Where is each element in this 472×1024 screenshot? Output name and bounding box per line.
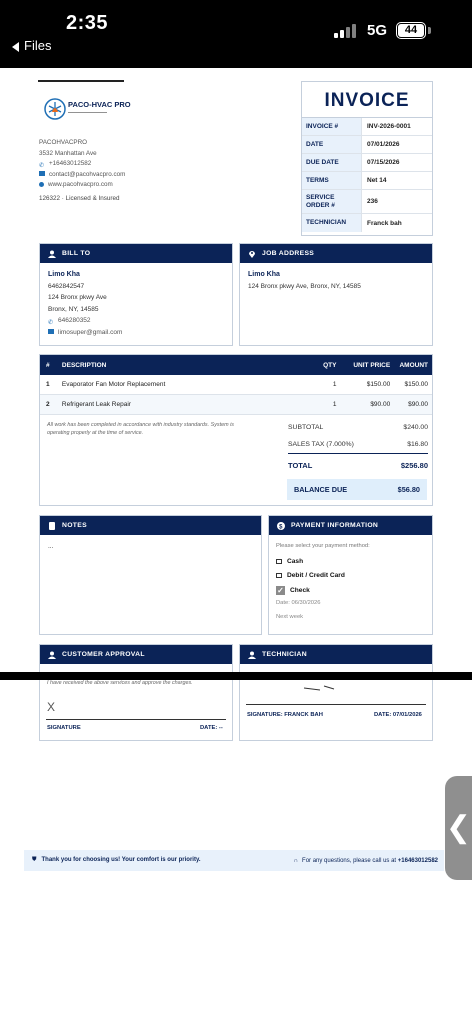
notes-panel <box>39 515 262 635</box>
phone-icon: ✆ <box>48 319 54 326</box>
job-address: 124 Bronx pkwy Ave, Bronx, NY, 14585 <box>248 282 361 290</box>
footer-contact-row <box>294 858 438 864</box>
customer-approval-header <box>40 645 232 664</box>
job-address-header <box>240 244 432 263</box>
company-logo <box>44 98 134 124</box>
invoice-number: INV-2026-0001 <box>367 123 411 130</box>
subtotal-label: SUBTOTAL <box>288 424 324 431</box>
approval-date: DATE: -- <box>200 725 223 731</box>
technician-signature-drawing <box>302 680 342 694</box>
items-header-row <box>40 355 432 375</box>
company-phone[interactable]: +16463012582 <box>49 160 92 167</box>
col-description: DESCRIPTION <box>61 361 107 369</box>
table-row <box>40 395 432 415</box>
approval-statement: I have received the above services and approve the charges. <box>47 680 193 686</box>
back-label: Files <box>24 38 52 53</box>
notes-body: ... <box>48 543 54 550</box>
row-amount: $90.00 <box>408 401 428 408</box>
customer-address-line2: Bronx, NY, 14585 <box>48 305 99 313</box>
technician-date: DATE: 07/01/2026 <box>374 712 422 718</box>
dollar-circle-icon <box>277 522 285 530</box>
technician-row <box>302 214 432 232</box>
table-row <box>40 375 432 395</box>
totals-divider <box>288 453 428 454</box>
clock: 2:35 <box>66 12 109 34</box>
col-num: # <box>46 361 50 369</box>
payment-body <box>269 535 432 629</box>
invoice-number-row <box>302 118 432 136</box>
payment-header <box>269 516 432 535</box>
company-name: PACOHVACPRO <box>39 139 88 146</box>
field-label: INVOICE # <box>302 118 362 135</box>
footer-contact-prefix: For any questions, please call us at <box>302 857 397 864</box>
service-order-number: 236 <box>367 198 378 205</box>
bill-to-title: BILL TO <box>62 250 91 257</box>
footer-thanks-row <box>32 857 201 864</box>
field-label: TECHNICIAN <box>302 214 362 232</box>
battery-icon <box>396 22 426 39</box>
customer-address-line1: 124 Bronx pkwy Ave <box>48 294 107 301</box>
technician-signature-label: SIGNATURE: FRANCK BAH <box>247 712 323 718</box>
customer-name: Limo Kha <box>48 271 80 278</box>
subtotal-row <box>288 424 428 431</box>
notes-header <box>40 516 261 535</box>
invoice-date-row <box>302 136 432 154</box>
chevron-left-icon: ❮ <box>445 811 472 844</box>
technician-header <box>240 645 432 664</box>
customer-email[interactable]: limosuper@gmail.com <box>58 328 123 336</box>
notes-title: NOTES <box>62 522 87 529</box>
customer-alt-phone-row <box>48 315 224 327</box>
footer-thanks: Thank you for choosing us! Your comfort is our priority. <box>41 857 201 863</box>
field-label: TERMS <box>302 172 362 189</box>
field-label: DUE DATE <box>302 154 362 171</box>
invoice-terms: Net 14 <box>367 177 387 184</box>
invoice-page-2 <box>0 680 472 1024</box>
field-label: DATE <box>302 136 362 153</box>
technician-name: Franck bah <box>367 219 402 227</box>
company-email-row <box>39 170 125 181</box>
company-web-row <box>39 180 125 191</box>
payment-memo: Next week <box>276 613 304 620</box>
balance-due-row <box>287 479 427 500</box>
work-completion-note: All work has been completed in accordance with industry standards. System is operating properly at the time of service. <box>47 422 234 436</box>
col-qty: QTY <box>323 361 337 369</box>
job-address-title: JOB ADDRESS <box>262 250 315 257</box>
tax-value: $16.80 <box>407 441 428 448</box>
job-address-panel <box>239 243 433 346</box>
back-arrow-icon <box>12 42 19 52</box>
phone-icon: ✆ <box>39 162 45 169</box>
row-num: 2 <box>46 401 50 408</box>
balance-due-value: $56.80 <box>397 485 420 494</box>
signature-line <box>46 719 226 720</box>
headset-icon: ∩ <box>293 857 299 864</box>
page-break <box>0 672 472 680</box>
option-label: Cash <box>287 557 304 565</box>
line-items-table <box>39 354 433 506</box>
back-to-files-link[interactable] <box>12 38 51 53</box>
col-unit-price: UNIT PRICE <box>353 361 391 369</box>
checkbox-icon[interactable] <box>276 559 282 564</box>
location-pin-icon <box>248 250 256 258</box>
row-description: Refrigerant Leak Repair <box>61 401 131 408</box>
signature-line <box>246 704 426 705</box>
footer-contact-phone[interactable]: +16463012582 <box>397 857 438 864</box>
option-label: Check <box>290 586 310 594</box>
signature-mark: X <box>47 700 56 714</box>
row-qty: 1 <box>332 381 337 388</box>
total-row <box>288 461 428 470</box>
checked-checkbox-icon[interactable]: ✓ <box>277 585 284 595</box>
status-bar <box>0 0 472 68</box>
snowflake-flame-logo-icon <box>44 98 66 120</box>
col-amount: AMOUNT <box>399 361 428 369</box>
row-description: Evaporator Fan Motor Replacement <box>61 381 166 388</box>
company-license: 126322 · Licensed & Insured <box>39 194 120 202</box>
customer-alt-phone[interactable]: 646280352 <box>58 317 91 324</box>
customer-email-row <box>48 327 224 339</box>
customer-approval-panel <box>39 644 233 672</box>
payment-option-check[interactable] <box>276 585 425 597</box>
field-label: SERVICE ORDER # <box>302 190 362 213</box>
technician-signature-box <box>239 680 433 741</box>
network-type: 5G <box>367 22 388 39</box>
bill-to-header <box>40 244 232 263</box>
bill-to-body <box>40 263 232 344</box>
invoice-date: 07/01/2026 <box>367 141 400 148</box>
total-label: TOTAL <box>288 461 313 470</box>
payment-panel <box>268 515 433 635</box>
company-website[interactable]: www.pacohvacpro.com <box>48 181 113 188</box>
company-address: 3532 Manhattan Ave <box>39 149 97 157</box>
customer-phone[interactable]: 6462842547 <box>48 282 85 290</box>
invoice-footer <box>24 850 444 871</box>
person-icon <box>48 651 56 659</box>
payment-option-cash[interactable] <box>276 556 425 568</box>
service-order-row <box>302 190 432 214</box>
battery-level: 44 <box>398 24 424 37</box>
mail-icon <box>39 171 45 176</box>
technician-title: TECHNICIAN <box>262 651 307 658</box>
payment-prompt: Please select your payment method: <box>276 543 370 549</box>
row-num: 1 <box>46 381 50 388</box>
cellular-signal-icon <box>334 22 358 38</box>
job-contact-name: Limo Kha <box>248 271 280 278</box>
signature-label: SIGNATURE <box>47 725 81 731</box>
globe-icon <box>39 182 44 187</box>
payment-title: PAYMENT INFORMATION <box>291 522 379 529</box>
logo-wordmark: PACO-HVAC PRO <box>68 100 131 109</box>
person-icon <box>248 651 256 659</box>
side-panel-handle[interactable] <box>445 776 472 880</box>
invoice-title: INVOICE <box>302 82 432 118</box>
logo-tagline: ▬▬▬▬▬▬▬▬▬▬▬▬▬ <box>68 110 107 114</box>
shield-icon: ⛊ <box>32 857 37 863</box>
invoice-due-date: 07/15/2026 <box>367 159 400 166</box>
job-address-body <box>240 263 432 298</box>
svg-text:$: $ <box>279 523 283 530</box>
person-icon <box>48 250 56 258</box>
top-rule <box>38 80 124 82</box>
total-value: $256.80 <box>400 461 428 470</box>
note-icon <box>48 522 56 530</box>
payment-date: Date: 06/30/2026 <box>276 600 321 606</box>
customer-signature-box <box>39 680 233 741</box>
invoice-details-box <box>301 81 433 236</box>
mail-icon <box>48 329 54 334</box>
invoice-terms-row <box>302 172 432 190</box>
company-info <box>39 138 125 204</box>
company-email[interactable]: contact@pacohvacpro.com <box>49 170 126 178</box>
invoice-due-date-row <box>302 154 432 172</box>
bill-to-panel <box>39 243 233 346</box>
technician-panel <box>239 644 433 672</box>
battery-nub-icon <box>428 27 431 34</box>
customer-approval-title: CUSTOMER APPROVAL <box>62 651 145 658</box>
payment-option-card[interactable] <box>276 570 425 582</box>
row-amount: $150.00 <box>404 381 428 388</box>
tax-row <box>288 441 428 448</box>
option-label: Debit / Credit Card <box>287 572 345 579</box>
subtotal-value: $240.00 <box>403 424 428 431</box>
row-unit-price: $150.00 <box>366 381 391 388</box>
tax-label: SALES TAX (7.000%) <box>288 441 354 448</box>
row-unit-price: $90.00 <box>370 401 391 408</box>
row-qty: 1 <box>332 401 337 408</box>
balance-due-label: BALANCE DUE <box>294 485 348 494</box>
company-phone-row <box>39 159 125 170</box>
invoice-page-1 <box>0 68 472 672</box>
checkbox-icon[interactable] <box>276 573 282 578</box>
